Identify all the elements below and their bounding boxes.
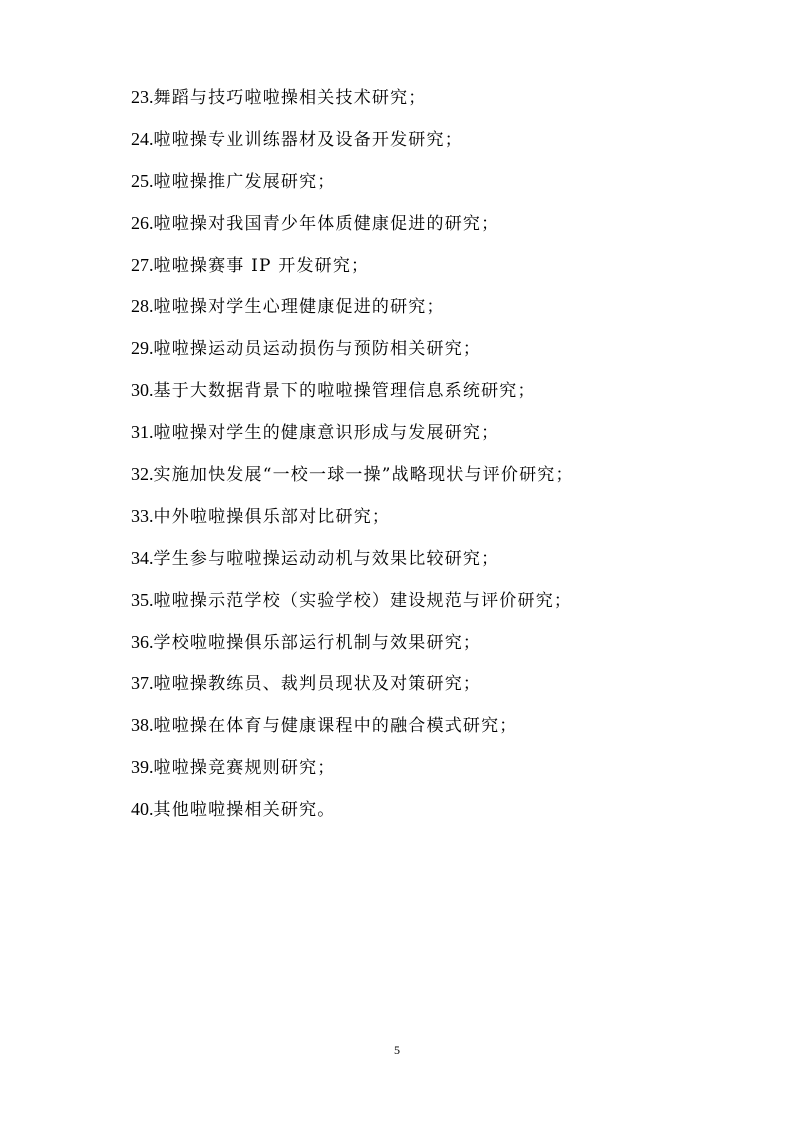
item-number: 29. [131, 338, 154, 359]
research-topic-list [131, 82, 751, 836]
item-text: 学生参与啦啦操运动动机与效果比较研究； [153, 548, 500, 569]
item-text: 啦啦操教练员、裁判员现状及对策研究； [153, 674, 482, 695]
list-item [131, 82, 751, 124]
item-number: 38. [131, 715, 154, 736]
item-number: 33. [131, 505, 154, 526]
item-text: 啦啦操对我国青少年体质健康促进的研究； [153, 213, 500, 234]
list-item [131, 627, 751, 669]
item-text: 其他啦啦操相关研究。 [153, 800, 336, 821]
item-text: 啦啦操对学生的健康意识形成与发展研究； [153, 423, 500, 444]
list-item [131, 794, 751, 836]
list-item [131, 166, 751, 208]
list-item [131, 668, 751, 710]
item-number: 40. [131, 799, 154, 820]
list-item [131, 124, 751, 166]
list-item [131, 333, 751, 375]
list-item [131, 543, 751, 585]
item-number: 23. [131, 87, 154, 107]
item-number: 30. [131, 380, 154, 401]
item-number: 25. [131, 170, 154, 191]
item-text: 实施加快发展“一校一球一操”战略现状与评价研究； [153, 465, 574, 486]
item-text: 中外啦啦操俱乐部对比研究； [153, 506, 391, 527]
item-text: 啦啦操在体育与健康课程中的融合模式研究； [153, 716, 518, 737]
item-text: 啦啦操专业训练器材及设备开发研究； [153, 129, 463, 150]
item-text: 啦啦操推广发展研究； [153, 171, 336, 192]
item-number: 31. [131, 422, 154, 443]
page-number: 5 [394, 1043, 400, 1057]
item-text: 啦啦操对学生心理健康促进的研究； [153, 297, 445, 318]
list-item [131, 250, 751, 292]
list-item [131, 752, 751, 794]
item-text: 啦啦操运动员运动损伤与预防相关研究； [153, 339, 482, 360]
item-number: 26. [131, 212, 154, 233]
item-number: 28. [131, 296, 154, 317]
list-item [131, 291, 751, 333]
item-number: 36. [131, 631, 154, 652]
list-item [131, 501, 751, 543]
item-number: 34. [131, 547, 154, 568]
item-number: 37. [131, 673, 154, 694]
item-number: 24. [131, 128, 154, 149]
list-item [131, 585, 751, 627]
item-number: 32. [131, 464, 154, 485]
item-number: 27. [131, 254, 154, 275]
item-number: 35. [131, 589, 154, 610]
list-item [131, 710, 751, 752]
item-number: 39. [131, 757, 154, 778]
item-text: 啦啦操赛事 IP 开发研究； [153, 255, 370, 276]
item-text: 舞蹈与技巧啦啦操相关技术研究； [153, 88, 427, 108]
list-item [131, 208, 751, 250]
item-text: 啦啦操示范学校（实验学校）建设规范与评价研究； [153, 590, 573, 611]
list-item [131, 417, 751, 459]
item-text: 基于大数据背景下的啦啦操管理信息系统研究； [153, 381, 536, 402]
list-item [131, 459, 751, 501]
item-text: 啦啦操竞赛规则研究； [153, 758, 336, 779]
item-text: 学校啦啦操俱乐部运行机制与效果研究； [153, 632, 482, 653]
list-item [131, 375, 751, 417]
